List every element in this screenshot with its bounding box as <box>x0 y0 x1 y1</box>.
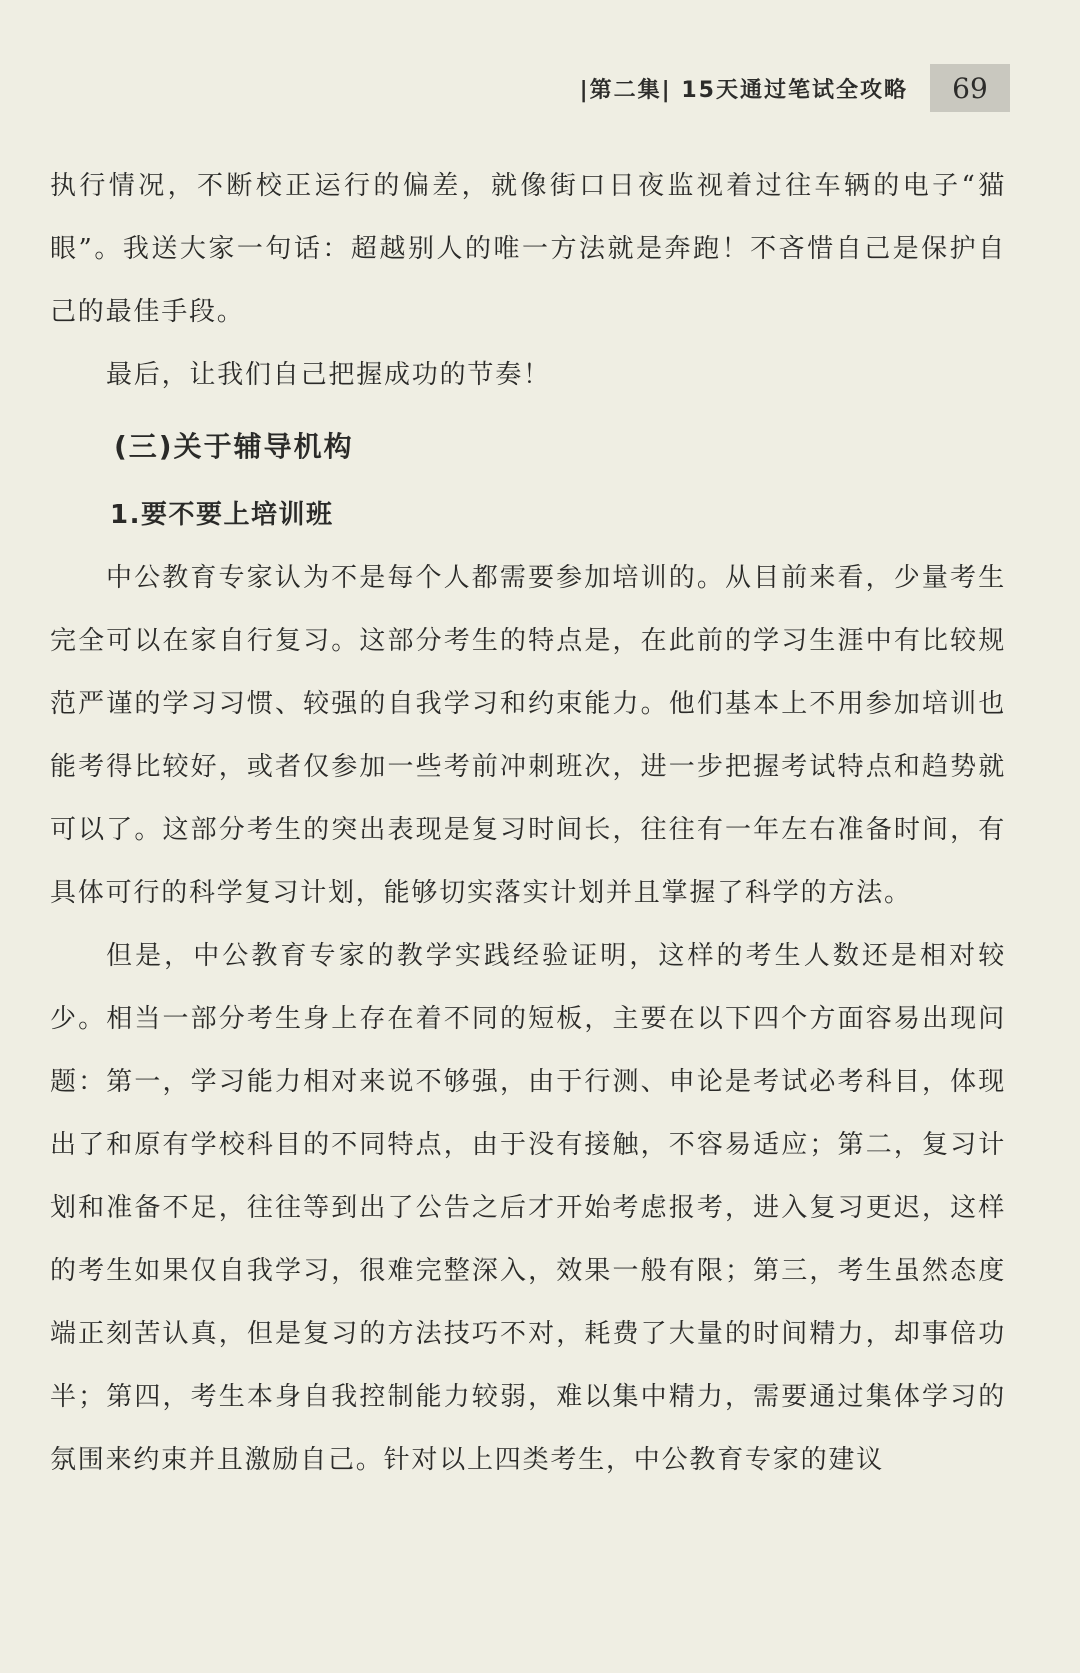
page-body <box>50 155 1006 1492</box>
paragraph: 中公教育专家认为不是每个人都需要参加培训的。从目前来看，少量考生完全可以在家自行复习。这部分考生的特点是，在此前的学习生涯中有比较规范严谨的学习习惯、较强的自我学习和约束能力。他们基本上不用参加培训也能考得比较好，或者仅参加一些考前冲刺班次，进一步把握考试特点和趋势就可以了。这部分考生的突出表现是复习时间长，往往有一年左右准备时间，有具体可行的科学复习计划，能够切实落实计划并且掌握了科学的方法。 <box>50 563 1006 908</box>
running-title: |第二集| 15天通过笔试全攻略 <box>579 77 908 103</box>
page-number: 69 <box>930 64 1010 112</box>
paragraph: 最后，让我们自己把握成功的节奏！ <box>106 360 551 390</box>
paragraph: 执行情况，不断校正运行的偏差，就像街口日夜监视着过往车辆的电子“猫眼”。我送大家一句话：超越别人的唯一方法就是奔跑！不吝惜自己是保护自己的最佳手段。 <box>50 171 1006 327</box>
paragraph: 但是，中公教育专家的教学实践经验证明，这样的考生人数还是相对较少。相当一部分考生身上存在着不同的短板，主要在以下四个方面容易出现问题：第一，学习能力相对来说不够强，由于行测、申论是考试必考科目，体现出了和原有学校科目的不同特点，由于没有接触，不容易适应；第二，复习计划和准备不足，往往等到出了公告之后才开始考虑报考，进入复习更迟，这样的考生如果仅自我学习，很难完整深入，效果一般有限；第三，考生虽然态度端正刻苦认真，但是复习的方法技巧不对，耗费了大量的时间精力，却事倍功半；第四，考生本身自我控制能力较弱，难以集中精力，需要通过集体学习的氛围来约束并且激励自己。针对以上四类考生，中公教育专家的建议 <box>50 941 1006 1475</box>
running-header <box>540 62 1010 114</box>
sub-heading: 1.要不要上培训班 <box>110 500 334 530</box>
section-heading: (三)关于辅导机构 <box>114 430 354 463</box>
